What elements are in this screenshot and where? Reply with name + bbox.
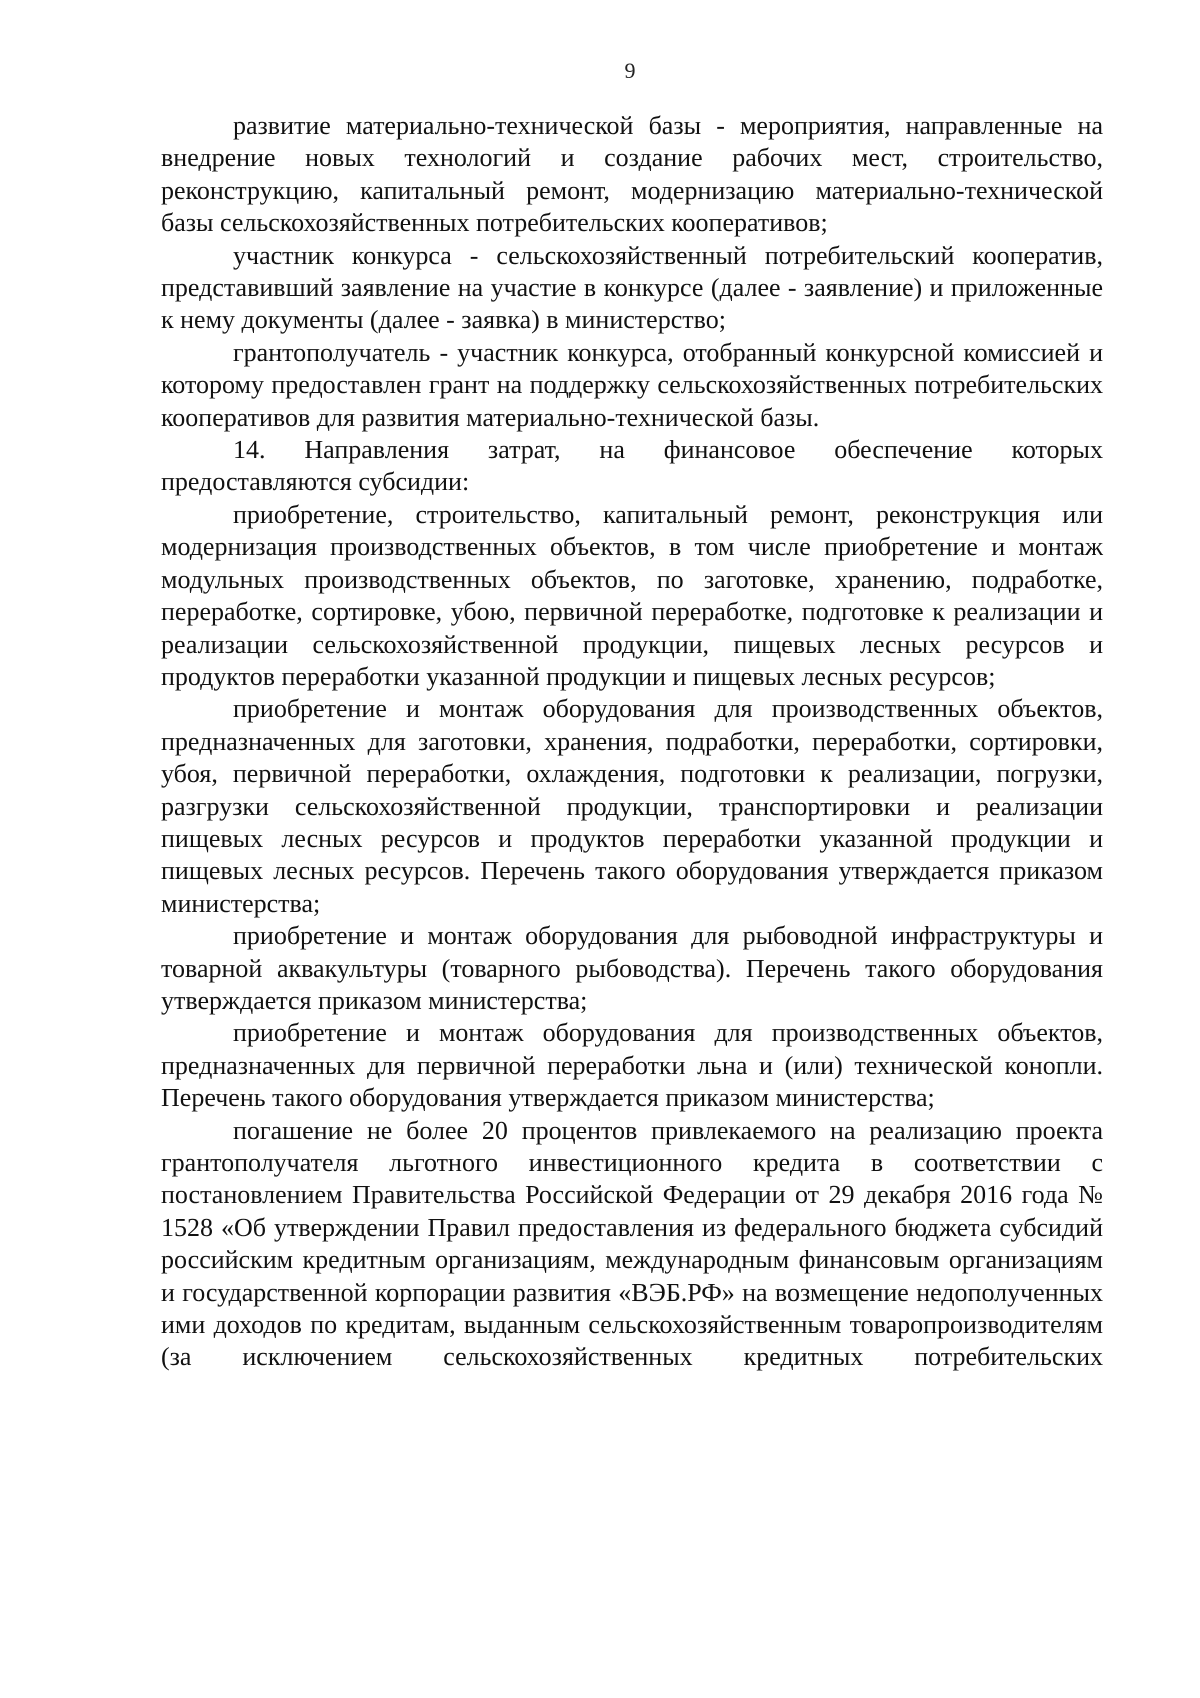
page-number: 9 [624, 58, 636, 83]
document-body [161, 110, 1103, 1374]
paragraph-expense-equipment-flax: приобретение и монтаж оборудования для производственных объектов, предназначенных для первичной переработки льна и (или) технической конопли. Перечень такого оборудования утверждается приказом министерства; [161, 1018, 1103, 1113]
paragraph-loan-repayment: погашение не более 20 процентов привлекаемого на реализацию проекта грантополучателя льготного инвестиционного кредита в соответствии с постановлением Правительства Российской Федерации от 29 декабря 2016 года № 1528 «Об утверждении Правил предоставления из федерального бюджета субсидий российским кредитным организациям, международным финансовым организациям и государственной корпорации развития «ВЭБ.РФ» на возмещение недополученных ими доходов по кредитам, выданным сельскохозяйственным товаропроизводителям (за исключением сельскохозяйственных кредитных потребительских [161, 1115, 1103, 1372]
paragraph-material-base-definition: развитие материально-технической базы - мероприятия, направленные на внедрение новых технологий и создание рабочих мест, строительство, реконструкцию, капитальный ремонт, модернизацию материально-технической базы сельскохозяйственных потребительских кооперативов; [161, 111, 1103, 238]
paragraph-expense-construction: приобретение, строительство, капитальный ремонт, реконструкция или модернизация производственных объектов, в том числе приобретение и монтаж модульных производственных объектов, по заготовке, хранению, подработке, переработке, сортировке, убою, первичной переработке, подготовке к реализации и реализации сельскохозяйственной продукции, пищевых лесных ресурсов и продуктов переработки указанной продукции и пищевых лесных ресурсов; [161, 499, 1103, 691]
paragraph-expense-equipment-fish: приобретение и монтаж оборудования для рыбоводной инфраструктуры и товарной аквакультуры (товарного рыбоводства). Перечень такого оборудования утверждается приказом министерства; [161, 921, 1103, 1015]
paragraph-expense-equipment-production: приобретение и монтаж оборудования для производственных объектов, предназначенных для заготовки, хранения, подработки, переработки, сортировки, убоя, первичной переработки, охлаждения, подготовки к реализации, погрузки, разгрузки сельскохозяйственной продукции, транспортировки и реализации пищевых лесных ресурсов и продуктов переработки указанной продукции и пищевых лесных ресурсов. Перечень такого оборудования утверждается приказом министерства; [161, 694, 1103, 918]
paragraph-contest-participant-definition: участник конкурса - сельскохозяйственный потребительский кооператив, представивший заявление на участие в конкурсе (далее - заявление) и приложенные к нему документы (далее - заявка) в министерство; [161, 240, 1103, 335]
paragraph-grant-recipient-definition: грантополучатель - участник конкурса, отобранный конкурсной комиссией и которому предоставлен грант на поддержку сельскохозяйственных потребительских кооперативов для развития материально-технической базы. [161, 337, 1103, 432]
paragraph-section-14-heading: 14. Направления затрат, на финансовое обеспечение которых предоставляются субсидии: [161, 435, 1103, 497]
